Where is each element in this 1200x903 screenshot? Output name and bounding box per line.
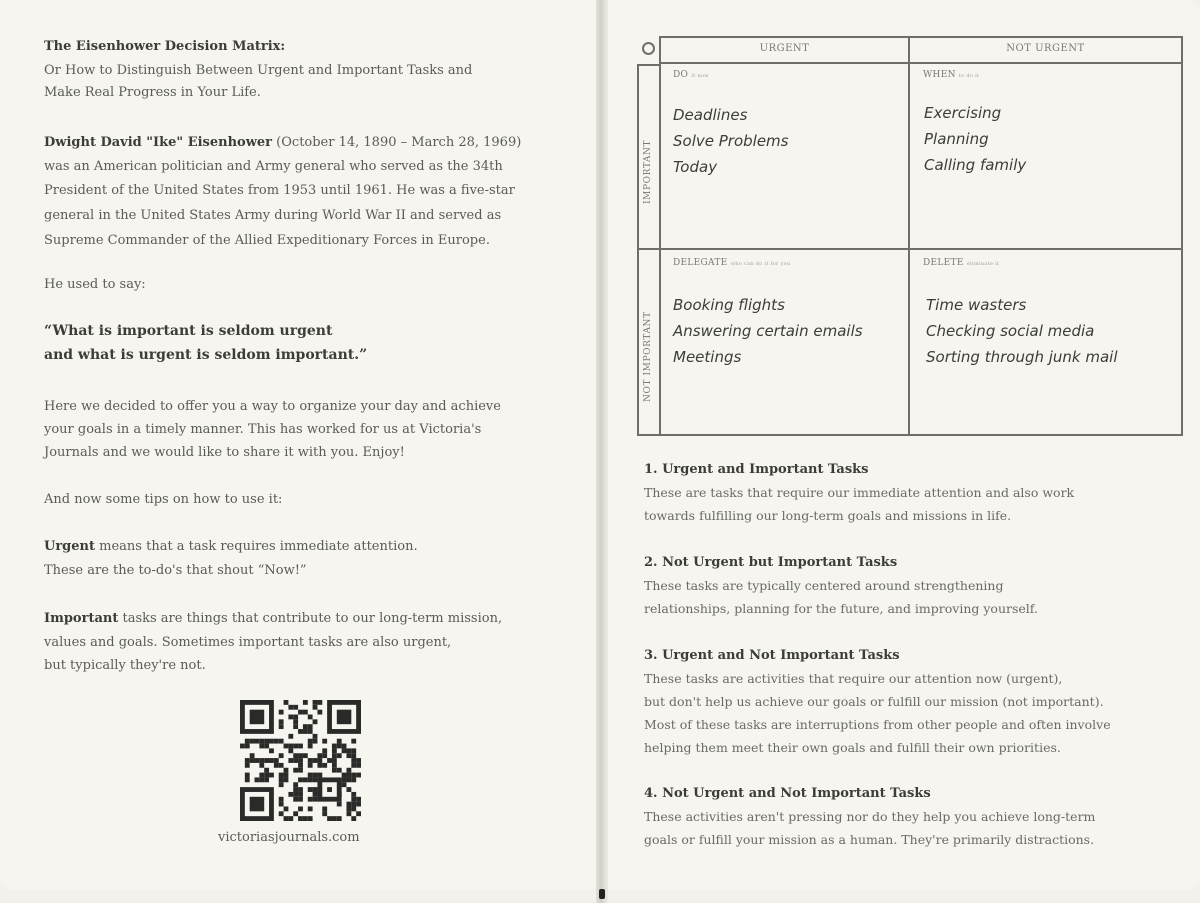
handwritten-item: Today: [673, 158, 718, 176]
quote-line: “What is important is seldom urgent: [44, 323, 333, 339]
section-line: These tasks are typically centered around strengthening: [644, 578, 1004, 593]
quadrant-title: DELETE: [923, 258, 964, 268]
handwritten-do-list: [673, 102, 788, 180]
important-term: Important: [44, 611, 119, 626]
section-heading: 4. Not Urgent and Not Important Tasks: [644, 786, 931, 801]
section-heading: 3. Urgent and Not Important Tasks: [644, 648, 900, 663]
website-link[interactable]: victoriasjournals.com: [218, 830, 360, 845]
book-gutter: [596, 0, 608, 903]
section-line: but don't help us achieve our goals or fulfill our mission (not important).: [644, 694, 1104, 709]
urgent-line: These are the to-do's that shout “Now!”: [44, 563, 307, 578]
offer-line: your goals in a timely manner. This has worked for us at Victoria's: [44, 422, 482, 437]
subtitle-line: Or How to Distinguish Between Urgent and Important Tasks and: [44, 63, 473, 78]
bio-line: general in the United States Army during World War II and served as: [44, 208, 502, 223]
quadrant-subtitle: it now: [691, 73, 709, 79]
handwritten-item: Solve Problems: [673, 132, 789, 150]
urgent-definition: means that a task requires immediate attention.: [95, 539, 418, 554]
section-line: goals or fulfill your mission as a human. They're primarily distractions.: [644, 832, 1095, 847]
bio-name: Dwight David "Ike" Eisenhower: [44, 135, 273, 150]
section-urgent-important: [644, 458, 1074, 527]
handwritten-item: Answering certain emails: [673, 322, 863, 340]
section-line: towards fulfilling our long-term goals and missions in life.: [644, 508, 1012, 523]
section-line: helping them meet their own goals and fulfill their own priorities.: [644, 740, 1061, 755]
quadrant-label-delegate: [673, 258, 791, 268]
handwritten-item: Planning: [924, 130, 989, 148]
quadrant-label-when: [923, 70, 979, 80]
section-line: Most of these tasks are interruptions from other people and often involve: [644, 717, 1111, 732]
bio-line: President of the United States from 1953 until 1961. He was a five-star: [44, 183, 515, 198]
handwritten-delete-list: [926, 292, 1118, 370]
handwritten-item: Time wasters: [926, 296, 1027, 314]
section-line: relationships, planning for the future, and improving yourself.: [644, 601, 1038, 616]
bio-line: Supreme Commander of the Allied Expeditionary Forces in Europe.: [44, 233, 490, 248]
handwritten-when-list: [924, 100, 1026, 178]
important-definition: tasks are things that contribute to our long-term mission,: [118, 611, 503, 626]
eisenhower-matrix: [637, 36, 1183, 436]
quadrant-title: DO: [673, 70, 689, 80]
offer-line: Here we decided to offer you a way to organize your day and achieve: [44, 399, 501, 414]
handwritten-item: Checking social media: [926, 322, 1095, 340]
tips-line: And now some tips on how to use it:: [44, 492, 283, 507]
quadrant-title: WHEN: [923, 70, 956, 80]
section-heading: 1. Urgent and Important Tasks: [644, 462, 869, 477]
handwritten-item: Calling family: [924, 156, 1027, 174]
bio-line: was an American politician and Army general who served as the 34th: [44, 159, 503, 174]
handwritten-item: Exercising: [924, 104, 1002, 122]
important-line: but typically they're not.: [44, 658, 206, 673]
qr-code[interactable]: [240, 700, 361, 821]
section-line: These tasks are activities that require our attention now (urgent),: [644, 671, 1063, 686]
row-header-not-important: NOT IMPORTANT: [643, 311, 653, 402]
bio-line: [44, 132, 521, 155]
section-line: These activities aren't pressing nor do they help you achieve long-term: [644, 809, 1096, 824]
important-line: [44, 608, 502, 631]
column-header-urgent: URGENT: [759, 43, 810, 54]
section-line: These are tasks that require our immediate attention and also work: [644, 485, 1075, 500]
column-header-not-urgent: NOT URGENT: [1006, 43, 1085, 54]
quote-line: and what is urgent is seldom important.”: [44, 347, 368, 363]
said-line: He used to say:: [44, 277, 146, 292]
binding-mark: [599, 889, 605, 899]
quadrant-title: DELEGATE: [673, 258, 728, 268]
row-header-important: IMPORTANT: [643, 139, 653, 204]
urgent-line: [44, 536, 418, 559]
section-heading: 2. Not Urgent but Important Tasks: [644, 555, 898, 570]
section-urgent-not-important: [644, 644, 1111, 759]
bio-dates: (October 14, 1890 – March 28, 1969): [272, 135, 522, 150]
urgent-term: Urgent: [44, 539, 96, 554]
offer-line: Journals and we would like to share it with you. Enjoy!: [44, 445, 405, 460]
quadrant-label-do: [673, 70, 709, 80]
section-not-urgent-not-important: [644, 782, 1095, 851]
quadrant-label-delete: [923, 258, 999, 268]
important-line: values and goals. Sometimes important tasks are also urgent,: [44, 635, 452, 650]
page-title: The Eisenhower Decision Matrix:: [44, 39, 286, 54]
handwritten-item: Deadlines: [673, 106, 748, 124]
quadrant-subtitle: who can do it for you: [730, 261, 791, 267]
quadrant-subtitle: to do it: [958, 73, 980, 79]
section-not-urgent-important: [644, 551, 1038, 620]
handwritten-item: Meetings: [673, 348, 742, 366]
quadrant-subtitle: eliminate it: [966, 261, 1000, 267]
handwritten-delegate-list: [673, 292, 863, 370]
handwritten-item: Sorting through junk mail: [926, 348, 1118, 366]
handwritten-item: Booking flights: [673, 296, 785, 314]
subtitle-line: Make Real Progress in Your Life.: [44, 85, 261, 100]
